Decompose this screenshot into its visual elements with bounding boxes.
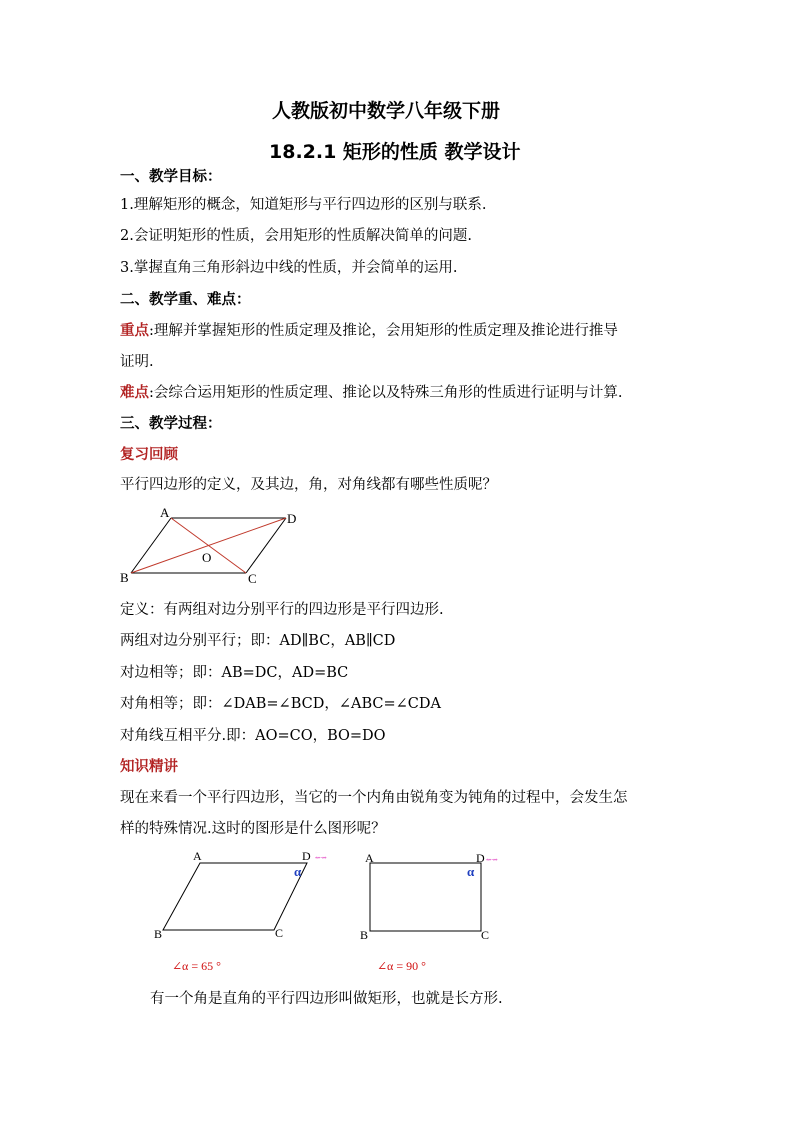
objective-item: 2.会证明矩形的性质，会用矩形的性质解决简单的问题. — [120, 228, 472, 244]
key-point-line-2: 证明. — [120, 354, 154, 370]
vertex-label-b: B — [154, 927, 163, 941]
rectangle-90-figure — [355, 845, 515, 980]
key-point-line — [120, 319, 618, 340]
vertex-label-c: C — [248, 571, 257, 586]
key-text: :理解并掌握矩形的性质定理及推论，会用矩形的性质定理及推论进行推导 — [149, 323, 618, 339]
section-heading-process: 三、教学过程： — [120, 416, 222, 432]
vertex-label-c: C — [275, 926, 284, 940]
page-subtitle: 18.2.1 矩形的性质 教学设计 — [269, 141, 521, 163]
definition-line: 两组对边分别平行；即：AD∥BC，AB∥CD — [120, 633, 396, 649]
section-heading-objectives: 一、教学目标： — [120, 169, 222, 185]
difficulty-line — [120, 381, 623, 402]
center-label-o: O — [202, 550, 212, 565]
side-cd — [246, 518, 286, 573]
alpha-label: α — [467, 864, 475, 879]
vertex-label-a: A — [193, 849, 202, 863]
magenta-mark: ⇜⇝ — [486, 856, 498, 864]
vertex-label-b: B — [120, 570, 129, 585]
angle-caption: ∠α = 90 ° — [377, 959, 426, 973]
parallelogram-65-figure — [150, 845, 350, 980]
objective-item: 1.理解矩形的概念，知道矩形与平行四边形的区别与联系. — [120, 197, 487, 213]
side-ab — [131, 518, 171, 573]
review-label: 复习回顾 — [120, 447, 178, 463]
key-label: 重点 — [120, 323, 149, 339]
magenta-mark: ⇜⇝ — [315, 854, 327, 862]
definition-line: 对边相等；即：AB=DC，AD=BC — [120, 665, 349, 681]
vertex-label-d: D — [302, 849, 311, 863]
vertex-label-d: D — [287, 511, 297, 526]
review-question: 平行四边形的定义，及其边，角，对角线都有哪些性质呢？ — [120, 477, 497, 493]
objective-item: 3.掌握直角三角形斜边中线的性质，并会简单的运用. — [120, 260, 458, 276]
alpha-label: α — [294, 864, 302, 879]
angle-caption: ∠α = 65 ° — [172, 959, 221, 973]
knowledge-text: 样的特殊情况.这时的图形是什么图形呢？ — [120, 821, 386, 837]
difficulty-label: 难点 — [120, 385, 149, 401]
definition-line: 对角线互相平分.即：AO=CO，BO=DO — [120, 728, 386, 744]
vertex-label-a: A — [160, 505, 170, 520]
definition-line: 定义：有两组对边分别平行的四边形是平行四边形. — [120, 602, 444, 618]
vertex-label-c: C — [481, 928, 490, 942]
vertex-label-b: B — [360, 928, 369, 942]
vertex-label-d: D — [476, 851, 485, 865]
knowledge-text: 现在来看一个平行四边形，当它的一个内角由锐角变为钝角的过程中，会发生怎 — [120, 790, 628, 806]
vertex-label-a: A — [365, 851, 374, 865]
parallelogram-shape — [163, 863, 307, 930]
parallelogram-figure — [116, 503, 316, 591]
difficulty-text: :会综合运用矩形的性质定理、推论以及特殊三角形的性质进行证明与计算. — [149, 385, 623, 401]
page-title: 人教版初中数学八年级下册 — [272, 100, 501, 122]
definition-line: 对角相等；即：∠DAB=∠BCD，∠ABC=∠CDA — [120, 696, 441, 712]
conclusion-text: 有一个角是直角的平行四边形叫做矩形，也就是长方形. — [150, 991, 503, 1007]
rectangle-shape — [370, 863, 481, 931]
knowledge-label: 知识精讲 — [120, 759, 178, 775]
section-heading-keypoints: 二、教学重、难点： — [120, 292, 251, 308]
